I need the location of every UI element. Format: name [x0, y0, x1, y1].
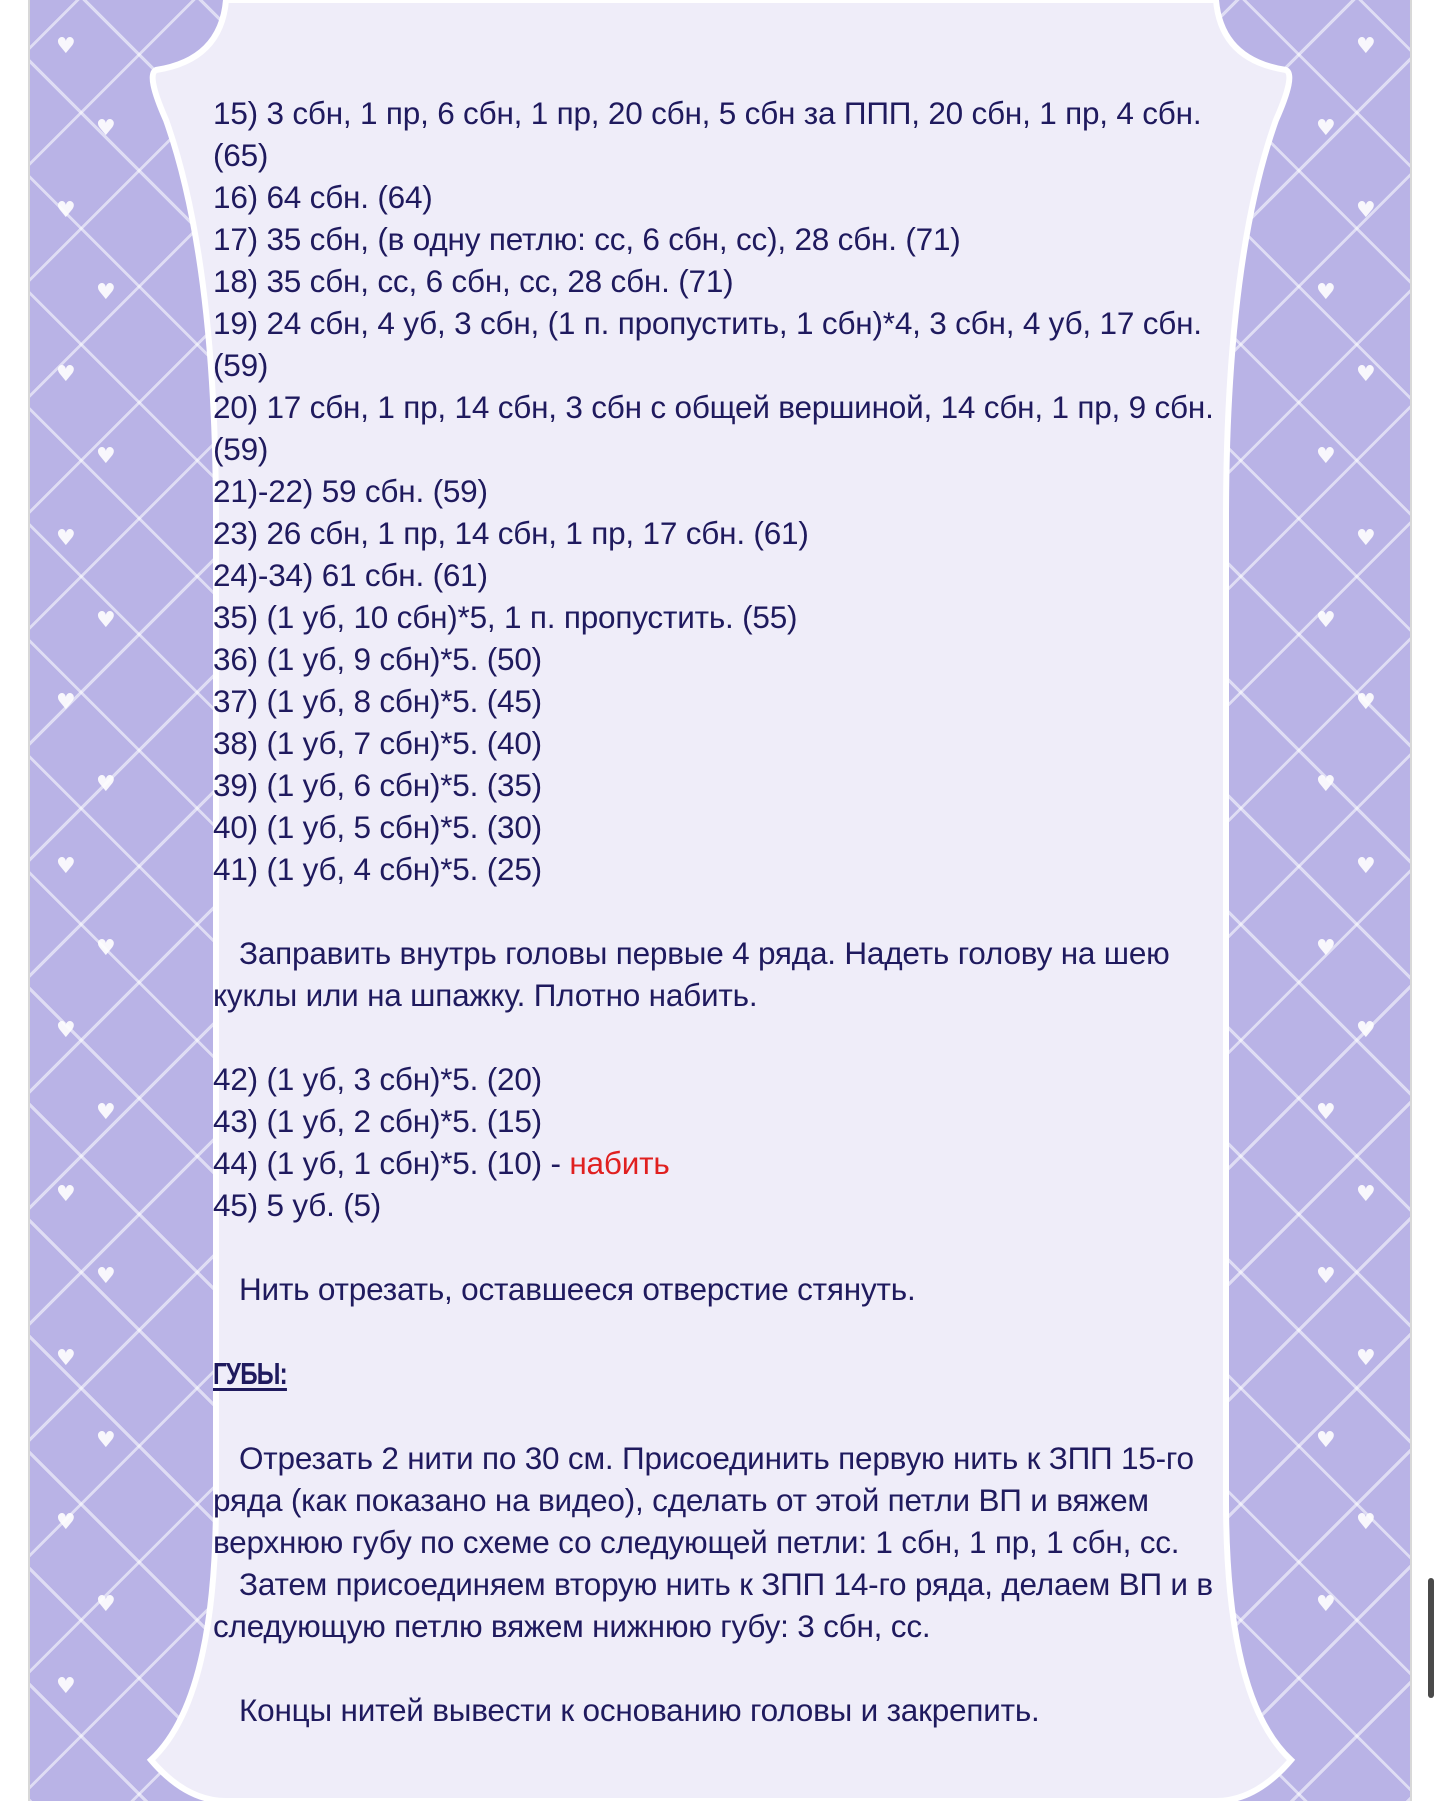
heart-icon: ♥	[56, 198, 76, 223]
heart-icon: ♥	[1356, 690, 1376, 715]
heart-icon: ♥	[1356, 198, 1376, 223]
instruction-paragraph: Концы нитей вывести к основанию головы и закрепить.	[239, 1692, 1040, 1728]
pattern-row: 42) (1 уб, 3 сбн)*5. (20)	[213, 1061, 542, 1097]
heart-icon: ♥	[96, 116, 116, 141]
pattern-row: 40) (1 уб, 5 сбн)*5. (30)	[213, 809, 542, 845]
pattern-row: 20) 17 сбн, 1 пр, 14 сбн, 3 сбн с общей вершиной, 14 сбн, 1 пр, 9 сбн. (59)	[213, 389, 1214, 467]
heart-icon: ♥	[1356, 854, 1376, 879]
pattern-row: 16) 64 сбн. (64)	[213, 179, 433, 215]
heart-icon: ♥	[1356, 1346, 1376, 1371]
heart-icon: ♥	[1316, 444, 1336, 469]
pattern-row: 39) (1 уб, 6 сбн)*5. (35)	[213, 767, 542, 803]
heart-icon: ♥	[56, 34, 76, 59]
section-heading: ГУБЫ:	[213, 1356, 287, 1391]
section-heading-wrap	[213, 1352, 1253, 1395]
instruction-paragraph: Затем присоединяем вторую нить к ЗПП 14-го ряда, делаем ВП и в следующую петлю вяжем нижнюю губу: 3 сбн, сс.	[213, 1566, 1213, 1644]
heart-icon: ♥	[1316, 1100, 1336, 1125]
heart-icon: ♥	[56, 854, 76, 879]
left-edge-line	[28, 0, 30, 1801]
heart-icon: ♥	[96, 1100, 116, 1125]
heart-icon: ♥	[96, 772, 116, 797]
heart-icon: ♥	[56, 526, 76, 551]
heart-icon: ♥	[1356, 526, 1376, 551]
scrollbar-thumb[interactable]	[1428, 1578, 1434, 1698]
pattern-row: 23) 26 сбн, 1 пр, 14 сбн, 1 пр, 17 сбн. (61)	[213, 515, 809, 551]
heart-icon: ♥	[1316, 1592, 1336, 1617]
heart-icon: ♥	[56, 1674, 76, 1699]
instruction-paragraph: Отрезать 2 нити по 30 см. Присоединить первую нить к ЗПП 15-го ряда (как показано на видео), сделать от этой петли ВП и вяжем верхнюю губу по схеме со следующей петли: 1 сбн, 1 пр, 1 сбн, сс.	[213, 1440, 1194, 1560]
pattern-row-text: 44) (1 уб, 1 сбн)*5. (10) -	[213, 1145, 561, 1181]
pattern-row: 38) (1 уб, 7 сбн)*5. (40)	[213, 725, 542, 761]
heart-icon: ♥	[1356, 34, 1376, 59]
heart-icon: ♥	[96, 1592, 116, 1617]
heart-icon: ♥	[96, 1264, 116, 1289]
stuff-note: набить	[569, 1145, 670, 1181]
pattern-row: 18) 35 сбн, сс, 6 сбн, сс, 28 сбн. (71)	[213, 263, 734, 299]
heart-icon: ♥	[1316, 1428, 1336, 1453]
heart-icon: ♥	[1316, 116, 1336, 141]
instruction-paragraph: Заправить внутрь головы первые 4 ряда. Надеть голову на шею куклы или на шпажку. Плотно набить.	[213, 935, 1170, 1013]
pattern-row: 24)-34) 61 сбн. (61)	[213, 557, 488, 593]
heart-icon: ♥	[56, 1510, 76, 1535]
pattern-row: 45) 5 уб. (5)	[213, 1187, 382, 1223]
pattern-row: 37) (1 уб, 8 сбн)*5. (45)	[213, 683, 542, 719]
pattern-row: 41) (1 уб, 4 сбн)*5. (25)	[213, 851, 542, 887]
heart-icon: ♥	[56, 1182, 76, 1207]
heart-icon: ♥	[96, 280, 116, 305]
pattern-row: 35) (1 уб, 10 сбн)*5, 1 п. пропустить. (55)	[213, 599, 798, 635]
heart-icon: ♥	[96, 936, 116, 961]
heart-icon: ♥	[56, 690, 76, 715]
right-edge-line	[1410, 0, 1412, 1801]
instruction-paragraph: Нить отрезать, оставшееся отверстие стянуть.	[239, 1271, 916, 1307]
pattern-row: 19) 24 сбн, 4 уб, 3 сбн, (1 п. пропустить, 1 сбн)*4, 3 сбн, 4 уб, 17 сбн. (59)	[213, 305, 1202, 383]
pattern-row	[213, 1142, 1253, 1184]
heart-icon: ♥	[1356, 362, 1376, 387]
pattern-row: 43) (1 уб, 2 сбн)*5. (15)	[213, 1103, 542, 1139]
heart-icon: ♥	[1316, 936, 1336, 961]
heart-icon: ♥	[1316, 1264, 1336, 1289]
heart-icon: ♥	[1316, 772, 1336, 797]
heart-icon: ♥	[1316, 608, 1336, 633]
heart-icon: ♥	[96, 444, 116, 469]
heart-icon: ♥	[56, 1346, 76, 1371]
heart-icon: ♥	[1356, 1510, 1376, 1535]
pattern-row: 36) (1 уб, 9 сбн)*5. (50)	[213, 641, 542, 677]
heart-icon: ♥	[56, 362, 76, 387]
pattern-row: 15) 3 сбн, 1 пр, 6 сбн, 1 пр, 20 сбн, 5 сбн за ППП, 20 сбн, 1 пр, 4 сбн. (65)	[213, 95, 1202, 173]
pattern-row: 21)-22) 59 сбн. (59)	[213, 473, 488, 509]
heart-icon: ♥	[1356, 1182, 1376, 1207]
heart-icon: ♥	[56, 1018, 76, 1043]
heart-icon: ♥	[1316, 280, 1336, 305]
heart-icon: ♥	[96, 608, 116, 633]
pattern-text	[213, 92, 1253, 1731]
heart-icon: ♥	[96, 1428, 116, 1453]
heart-icon: ♥	[1356, 1018, 1376, 1043]
pattern-row: 17) 35 сбн, (в одну петлю: сс, 6 сбн, сс), 28 сбн. (71)	[213, 221, 961, 257]
